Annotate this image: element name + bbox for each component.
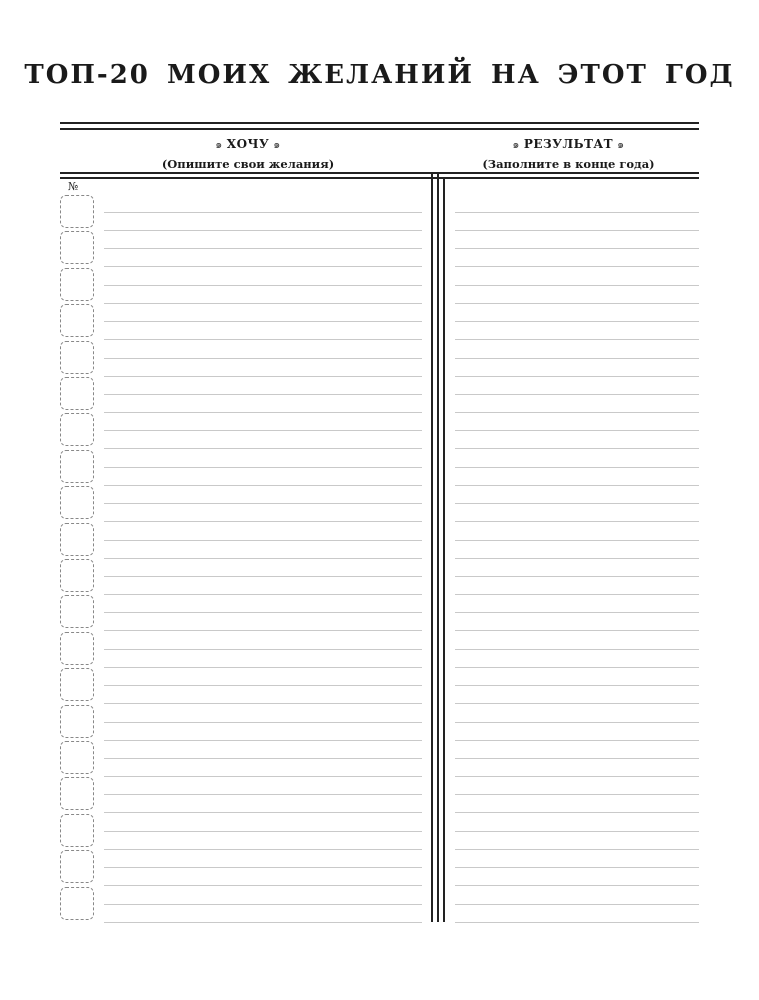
result-writing-line[interactable] (455, 248, 699, 249)
number-box[interactable] (60, 850, 94, 883)
want-writing-line[interactable] (104, 594, 422, 595)
swirl-left-icon: ๑ (215, 138, 223, 151)
result-writing-line[interactable] (455, 321, 699, 322)
want-writing-line[interactable] (104, 576, 422, 577)
result-writing-line[interactable] (455, 394, 699, 395)
want-writing-line[interactable] (104, 448, 422, 449)
want-column-header (60, 135, 436, 171)
result-writing-line[interactable] (455, 521, 699, 522)
want-writing-line[interactable] (104, 703, 422, 704)
number-box[interactable] (60, 450, 94, 483)
column-divider (431, 172, 433, 922)
result-writing-line[interactable] (455, 722, 699, 723)
swirl-left-icon: ๑ (512, 138, 520, 151)
want-subheading: (Опишите свои желания) (161, 157, 335, 171)
want-writing-line[interactable] (104, 412, 422, 413)
header-bottom-rule-2 (60, 177, 699, 179)
want-writing-line[interactable] (104, 376, 422, 377)
want-writing-line[interactable] (104, 212, 422, 213)
number-box[interactable] (60, 304, 94, 337)
want-writing-line[interactable] (104, 776, 422, 777)
want-writing-line[interactable] (104, 558, 422, 559)
header-bottom-rule (60, 172, 699, 174)
result-writing-line[interactable] (455, 740, 699, 741)
want-writing-line[interactable] (104, 230, 422, 231)
header-top-rule-2 (60, 128, 699, 130)
want-writing-line[interactable] (104, 685, 422, 686)
want-writing-line[interactable] (104, 904, 422, 905)
number-box[interactable] (60, 777, 94, 810)
want-writing-line[interactable] (104, 849, 422, 850)
result-writing-line[interactable] (455, 285, 699, 286)
number-box[interactable] (60, 887, 94, 920)
want-writing-line[interactable] (104, 358, 422, 359)
result-writing-line[interactable] (455, 649, 699, 650)
want-writing-line[interactable] (104, 248, 422, 249)
number-box[interactable] (60, 413, 94, 446)
result-writing-line[interactable] (455, 503, 699, 504)
want-writing-line[interactable] (104, 885, 422, 886)
want-writing-line[interactable] (104, 266, 422, 267)
number-box[interactable] (60, 195, 94, 228)
want-writing-line[interactable] (104, 303, 422, 304)
result-writing-line[interactable] (455, 467, 699, 468)
result-writing-line[interactable] (455, 758, 699, 759)
result-writing-line[interactable] (455, 685, 699, 686)
result-writing-line[interactable] (455, 612, 699, 613)
result-writing-line[interactable] (455, 667, 699, 668)
result-writing-line[interactable] (455, 576, 699, 577)
number-box[interactable] (60, 486, 94, 519)
result-writing-line[interactable] (455, 594, 699, 595)
number-box[interactable] (60, 268, 94, 301)
result-writing-line[interactable] (455, 212, 699, 213)
swirl-right-icon: ๑ (617, 138, 625, 151)
want-writing-line[interactable] (104, 867, 422, 868)
result-writing-line[interactable] (455, 266, 699, 267)
page-title: ТОП-20 МОИХ ЖЕЛАНИЙ НА ЭТОТ ГОД (24, 60, 735, 90)
number-box[interactable] (60, 523, 94, 556)
result-writing-line[interactable] (455, 794, 699, 795)
result-column-header (438, 135, 699, 171)
result-writing-line[interactable] (455, 376, 699, 377)
want-writing-line[interactable] (104, 922, 422, 923)
result-writing-line[interactable] (455, 558, 699, 559)
want-writing-line[interactable] (104, 630, 422, 631)
result-writing-line[interactable] (455, 867, 699, 868)
want-writing-line[interactable] (104, 394, 422, 395)
want-writing-line[interactable] (104, 649, 422, 650)
number-box[interactable] (60, 632, 94, 665)
result-writing-line[interactable] (455, 358, 699, 359)
want-heading: ХОЧУ (226, 137, 270, 151)
result-writing-line[interactable] (455, 922, 699, 923)
result-writing-line[interactable] (455, 412, 699, 413)
result-writing-line[interactable] (455, 776, 699, 777)
number-label: № (68, 180, 79, 193)
result-writing-line[interactable] (455, 812, 699, 813)
result-heading: РЕЗУЛЬТАТ (523, 137, 614, 151)
want-writing-line[interactable] (104, 794, 422, 795)
number-box[interactable] (60, 741, 94, 774)
result-writing-line[interactable] (455, 540, 699, 541)
want-writing-line[interactable] (104, 285, 422, 286)
number-box[interactable] (60, 231, 94, 264)
want-writing-line[interactable] (104, 667, 422, 668)
result-writing-line[interactable] (455, 303, 699, 304)
result-writing-line[interactable] (455, 849, 699, 850)
want-writing-line[interactable] (104, 740, 422, 741)
number-box[interactable] (60, 814, 94, 847)
number-box[interactable] (60, 559, 94, 592)
swirl-right-icon: ๑ (273, 138, 281, 151)
number-box[interactable] (60, 705, 94, 738)
want-writing-line[interactable] (104, 503, 422, 504)
result-writing-line[interactable] (455, 430, 699, 431)
result-writing-line[interactable] (455, 339, 699, 340)
want-writing-line[interactable] (104, 485, 422, 486)
result-writing-line[interactable] (455, 448, 699, 449)
header-top-rule (60, 122, 699, 124)
number-box[interactable] (60, 377, 94, 410)
want-writing-line[interactable] (104, 430, 422, 431)
number-box[interactable] (60, 341, 94, 374)
want-writing-line[interactable] (104, 521, 422, 522)
result-writing-line[interactable] (455, 904, 699, 905)
want-writing-line[interactable] (104, 831, 422, 832)
result-writing-line[interactable] (455, 703, 699, 704)
want-writing-line[interactable] (104, 758, 422, 759)
want-writing-line[interactable] (104, 722, 422, 723)
want-writing-line[interactable] (104, 321, 422, 322)
want-writing-line[interactable] (104, 812, 422, 813)
number-box[interactable] (60, 595, 94, 628)
result-writing-line[interactable] (455, 485, 699, 486)
want-writing-line[interactable] (104, 612, 422, 613)
result-writing-line[interactable] (455, 630, 699, 631)
result-writing-line[interactable] (455, 831, 699, 832)
column-divider-3 (443, 178, 445, 922)
want-writing-line[interactable] (104, 540, 422, 541)
want-writing-line[interactable] (104, 339, 422, 340)
result-writing-line[interactable] (455, 885, 699, 886)
want-writing-line[interactable] (104, 467, 422, 468)
result-writing-line[interactable] (455, 230, 699, 231)
column-divider-2 (437, 172, 439, 922)
number-box[interactable] (60, 668, 94, 701)
result-subheading: (Заполните в конце года) (482, 157, 655, 171)
